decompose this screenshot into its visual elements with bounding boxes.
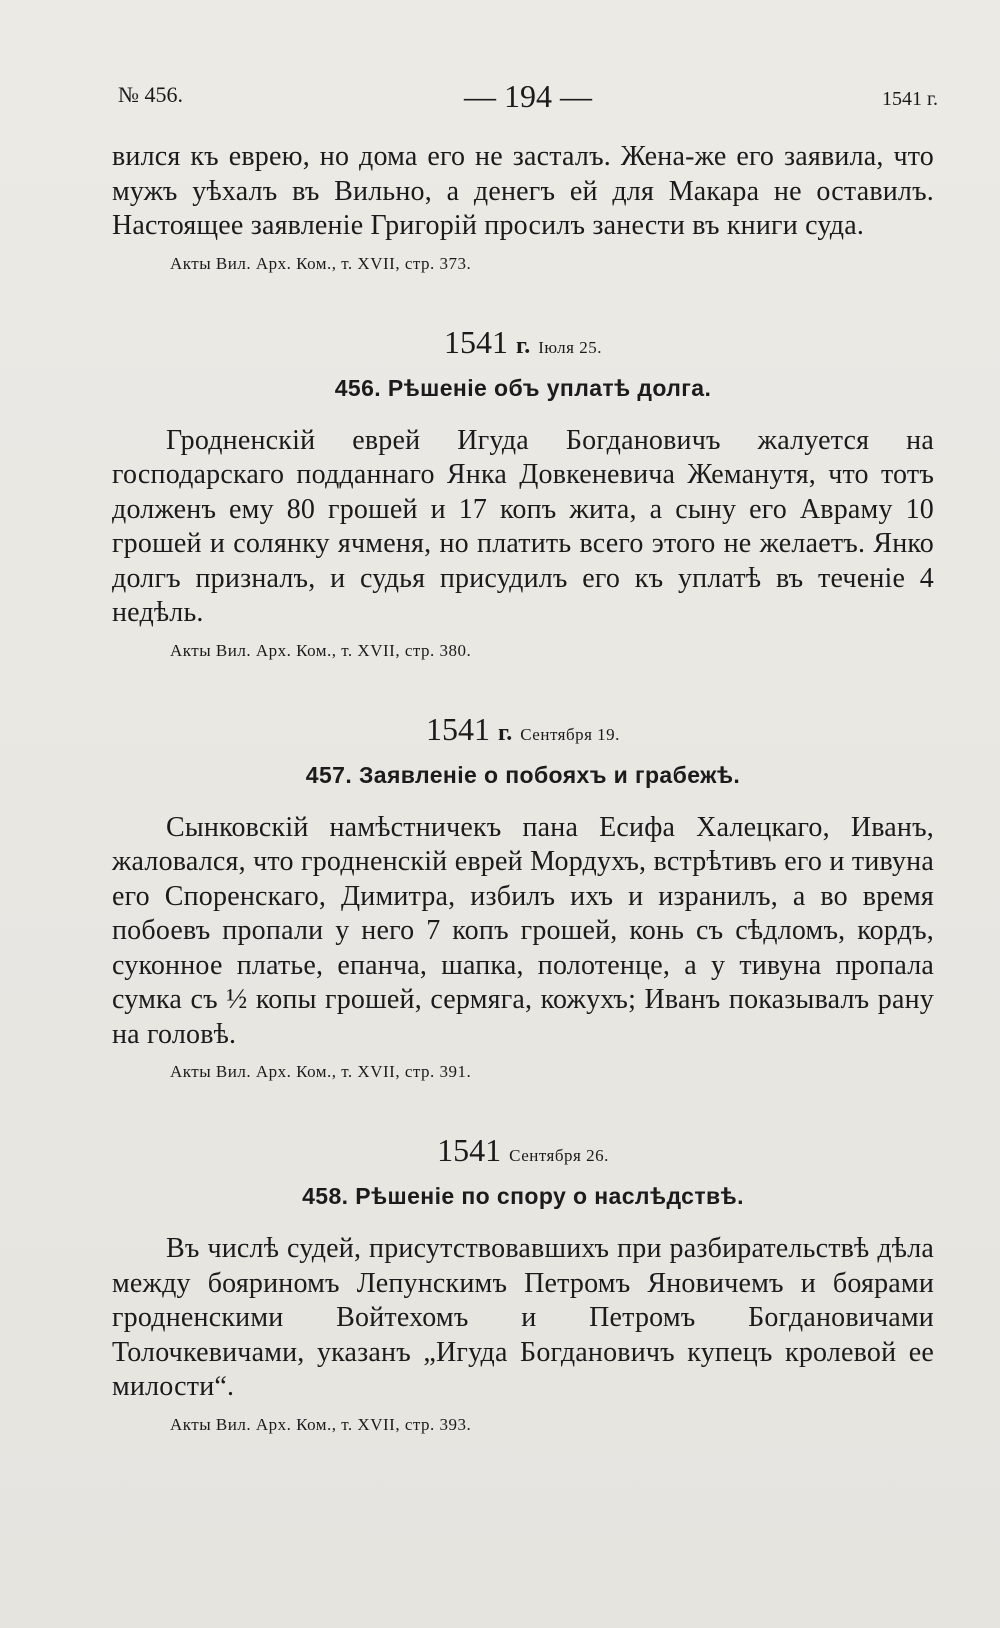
entry-year: 1541 [437, 1132, 502, 1168]
page-number: — 194 — [464, 78, 592, 114]
source-citation: Акты Вил. Арх. Ком., т. XVII, стр. 380. [170, 640, 472, 660]
page-header [118, 78, 938, 118]
entry-text: Въ числѣ судей, присутствовавшихъ при разбирательствѣ дѣла между бояриномъ Лепунскимъ Петромъ Яновичемъ и боярами гродненскими Войтехомъ и Петромъ Богдановичами Толочкевичами, указанъ „Игуда Богдановичъ купецъ кролевой ее милости“. [112, 1233, 934, 1402]
entry-text: Сынковскій намѣстничекъ пана Есифа Халецкаго, Иванъ, жаловался, что гродненскій еврей Мордухъ, встрѣтивъ его и тивуна его Споренскаго, Димитра, избилъ ихъ и изранилъ, а во время побоевъ пропали у него 7 копъ грошей, конь съ сѣдломъ, кордъ, суконное платье, епанча, шапка, полотенце, а у тивуна пропала сумка съ ½ копы грошей, сермяга, кожухъ; Иванъ показывалъ рану на головѣ. [112, 811, 934, 1050]
entry-month-day: Сентября 19. [520, 724, 620, 744]
entry-title: 456. Рѣшеніе объ уплатѣ долга. [334, 374, 712, 401]
continuation-text: вился къ еврею, но дома его не засталъ. Жена-же его заявила, что мужъ уѣхалъ въ Вильно, а денегъ ей для Макара не оставилъ. Настоящее заявленіе Григорій просилъ занести въ книги суда. [112, 141, 934, 241]
year-abbrev: г. [516, 332, 531, 359]
entry-date [112, 1132, 934, 1169]
header-year: 1541 г. [882, 88, 938, 110]
entry-month-day: Іюля 25. [538, 337, 602, 357]
entry-456 [112, 324, 934, 661]
entry-date [112, 711, 934, 748]
source-citation: Акты Вил. Арх. Ком., т. XVII, стр. 391. [170, 1062, 472, 1081]
entry-457 [112, 711, 934, 1083]
entry-month-day: Сентября 26. [509, 1146, 609, 1165]
continuation-section [112, 140, 934, 274]
document-number: № 456. [118, 82, 183, 107]
entry-title: 458. Рѣшеніе по спору о наслѣдствѣ. [302, 1183, 744, 1209]
source-citation: Акты Вил. Арх. Ком., т. XVII, стр. 393. [170, 1414, 472, 1434]
entry-458 [112, 1132, 934, 1435]
entry-year: 1541 [426, 710, 491, 747]
year-abbrev: г. [498, 719, 513, 746]
source-citation: Акты Вил. Арх. Ком., т. XVII, стр. 373. [170, 253, 472, 273]
entry-text: Гродненскій еврей Игуда Богдановичъ жалуется на господарскаго подданнаго Янка Довкеневича Жеманутя, что тотъ долженъ ему 80 грошей и 17 копъ жита, а сыну его Авраму 10 грошей и солянку ячменя, но платить всего этого не желаетъ. Янко долгъ призналъ, и судья присудилъ его къ уплатѣ въ теченіе 4 недѣль. [112, 424, 934, 628]
entry-year: 1541 [444, 323, 509, 360]
entry-date [112, 324, 934, 361]
page-body [112, 140, 934, 1435]
entry-title: 457. Заявленіе о побояхъ и грабежѣ. [305, 761, 741, 788]
